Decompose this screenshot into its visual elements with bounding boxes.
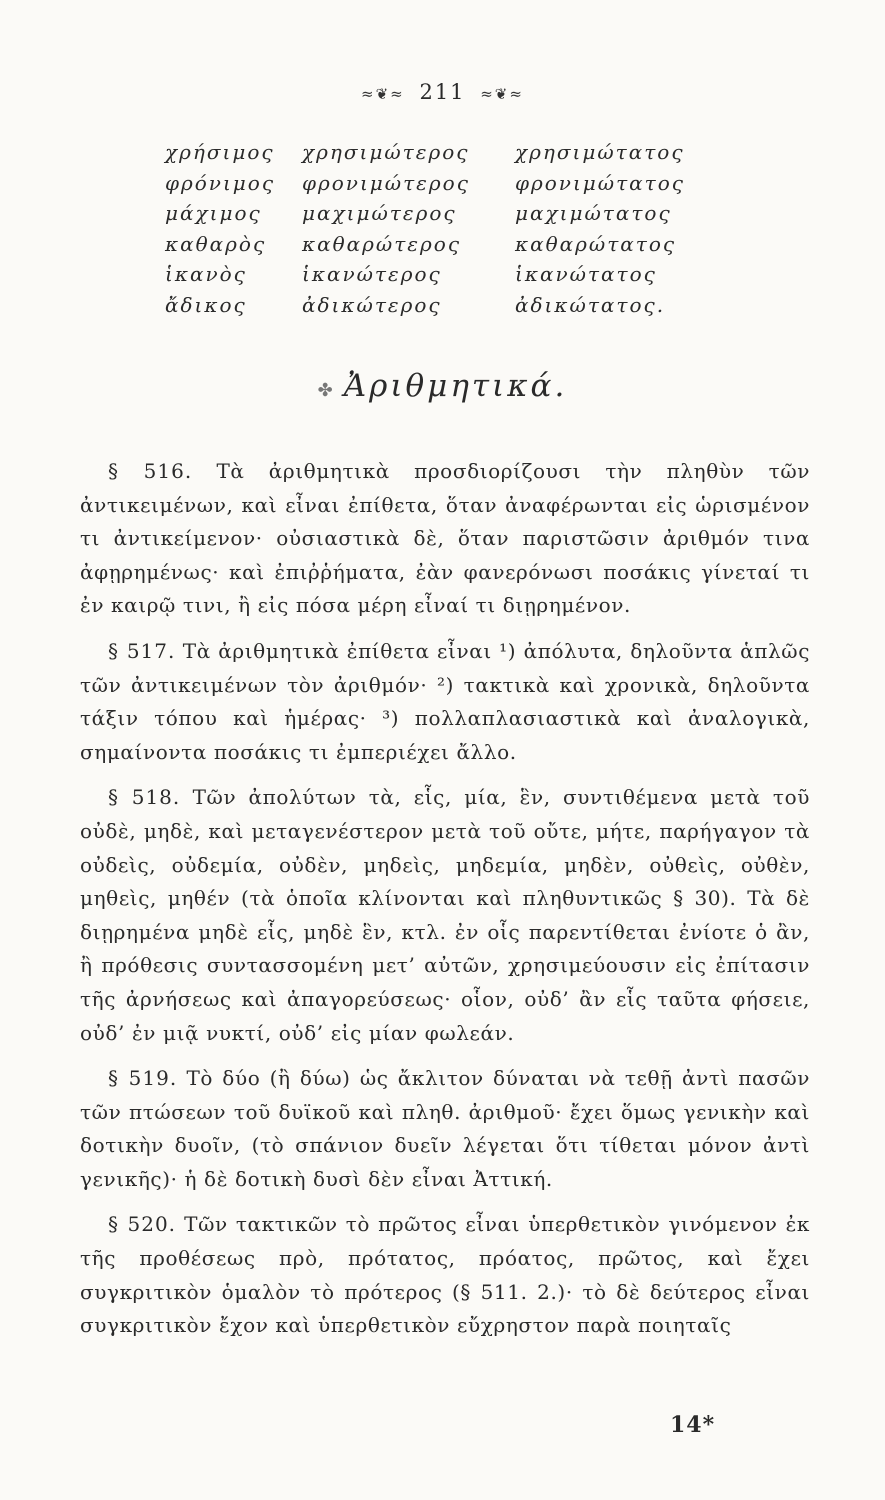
paragraph-516 [80, 455, 810, 623]
paragraph-517 [80, 635, 810, 769]
positive-form: καθαρὸς [165, 231, 267, 256]
superlative-form: μαχιμώτατος [515, 201, 672, 226]
positive-form: ἱκανὸς [165, 262, 247, 287]
page-header [0, 80, 885, 104]
paragraph-519 [80, 1062, 810, 1196]
page-number: 211 [419, 80, 466, 104]
superlative-form: χρησιμώτατος [515, 140, 685, 164]
signature-mark: 14* [670, 1412, 716, 1438]
superlative-form: ἱκανώτατος [515, 262, 657, 287]
paragraph-text: Τὰ ἀριθμητικὰ προσδιορίζουσι τὴν πληθὺν τῶν ἀντικειμένων, καὶ εἶναι ἐπίθετα, ὅταν ἀναφέρωνται εἰς ὡρισμένον τι ἀντικείμενον· οὐσιαστικὰ δὲ, ὅταν παριστῶσιν ἀριθμόν τινα ἀφῃρημένως· καὶ ἐπιῤῥήματα, ἐὰν φανερόνωσι ποσάκις γίνεταί τι ἐν καιρῷ τινι, ἢ εἰς πόσα μέρη εἶναί τι διῃρημένον. [80, 459, 810, 618]
paragraph-text: Τὸ δύο (ἢ δύω) ὡς ἄκλιτον δύναται νὰ τεθῇ ἀντὶ πασῶν τῶν πτώσεων τοῦ δυϊκοῦ καὶ πληθ. ἀριθμοῦ· ἔχει ὅμως γενικὴν καὶ δοτικὴν δυοῖν, (τὸ σπάνιον δυεῖν λέγεται ὅτι τίθεται μόνον ἀντὶ γενικῆς)· ἡ δὲ δοτικὴ δυσὶ δὲν εἶναι Ἀττική. [80, 1066, 810, 1191]
section-title-text: Ἀριθμητικά. [343, 368, 568, 404]
superlative-form: καθαρώτατος [515, 231, 677, 256]
paragraph-text: Τῶν ἀπολύτων τὰ, εἷς, μία, ἓν, συντιθέμενα μετὰ τοῦ οὐδὲ, μηδὲ, καὶ μεταγενέστερον μετὰ τοῦ οὔτε, μήτε, παρήγαγον τὰ οὐδεὶς, οὐδεμία, οὐδὲν, μηδεὶς, μηδεμία, μηδὲν, οὐθεὶς, οὐθὲν, μηθεὶς, μηθέν (τὰ ὁποῖα κλίνονται καὶ πληθυντικῶς § 30). Τὰ δὲ διῃρημένα μηδὲ εἷς, μηδὲ ἓν, κτλ. ἐν οἷς παρεντίθεται ἐνίοτε ὁ ἂν, ἢ πρόθεσις συντασσομένη μετ’ αὐτῶν, χρησιμεύουσιν εἰς ἐπίτασιν τῆς ἀρνήσεως καὶ ἀπαγορεύσεως· οἷον, οὐδ’ ἂν εἷς ταῦτα φήσειε, οὐδ’ ἐν μιᾷ νυκτί, οὐδ’ εἰς μίαν φωλεάν. [80, 785, 810, 1045]
ornament-left: ≈❦≈ [361, 85, 405, 103]
ornament-right: ≈❦≈ [480, 85, 524, 103]
section-number: § 519. [108, 1066, 178, 1091]
section-number: § 520. [108, 1212, 177, 1237]
superlative-form: φρονιμώτατος [515, 170, 685, 195]
table-row [160, 262, 760, 293]
positive-form: φρόνιμος [165, 170, 276, 195]
comparative-form: ἀδικώτερος [302, 292, 442, 317]
table-row [160, 201, 760, 232]
positive-form: χρήσιμος [165, 140, 275, 164]
positive-form: μάχιμος [165, 201, 262, 226]
table-row [160, 232, 760, 263]
degrees-of-comparison-table [160, 140, 760, 324]
comparative-form: καθαρώτερος [302, 231, 462, 256]
table-row [160, 140, 760, 171]
title-ornament-icon: ✤ [317, 380, 336, 401]
comparative-form: ἱκανώτερος [302, 262, 442, 287]
table-row [160, 171, 760, 202]
comparative-form: χρησιμώτερος [302, 140, 470, 164]
comparative-form: φρονιμώτερος [302, 170, 470, 195]
paragraph-518 [80, 781, 810, 1050]
paragraph-520 [80, 1208, 810, 1342]
positive-form: ἄδικος [165, 292, 247, 317]
section-title [0, 368, 885, 404]
section-number: § 518. [108, 785, 181, 810]
paragraph-text: Τὰ ἀριθμητικὰ ἐπίθετα εἶναι ¹) ἀπόλυτα, δηλοῦντα ἁπλῶς τῶν ἀντικειμένων τὸν ἀριθμόν· ²) τακτικὰ καὶ χρονικὰ, δηλοῦντα τάξιν τόπου καὶ ἡμέρας· ³) πολλαπλασιαστικὰ καὶ ἀναλογικὰ, σημαίνοντα ποσάκις τι ἐμπεριέχει ἄλλο. [80, 638, 810, 764]
table-row [160, 293, 760, 324]
superlative-form: ἀδικώτατος. [515, 292, 666, 317]
body-text [80, 455, 810, 1355]
section-number: § 517. [108, 638, 176, 663]
section-number: § 516. [108, 459, 193, 483]
paragraph-text: Τῶν τακτικῶν τὸ πρῶτος εἶναι ὑπερθετικὸν γινόμενον ἐκ τῆς προθέσεως πρὸ, πρότατος, πρόατος, πρῶτος, καὶ ἔχει συγκριτικὸν ὁμαλὸν τὸ πρότερος (§ 511. 2.)· τὸ δὲ δεύτερος εἶναι συγκριτικὸν ἔχον καὶ ὑπερθετικὸν εὔχρηστον παρὰ ποιηταῖς [80, 1212, 810, 1338]
comparative-form: μαχιμώτερος [302, 201, 457, 226]
